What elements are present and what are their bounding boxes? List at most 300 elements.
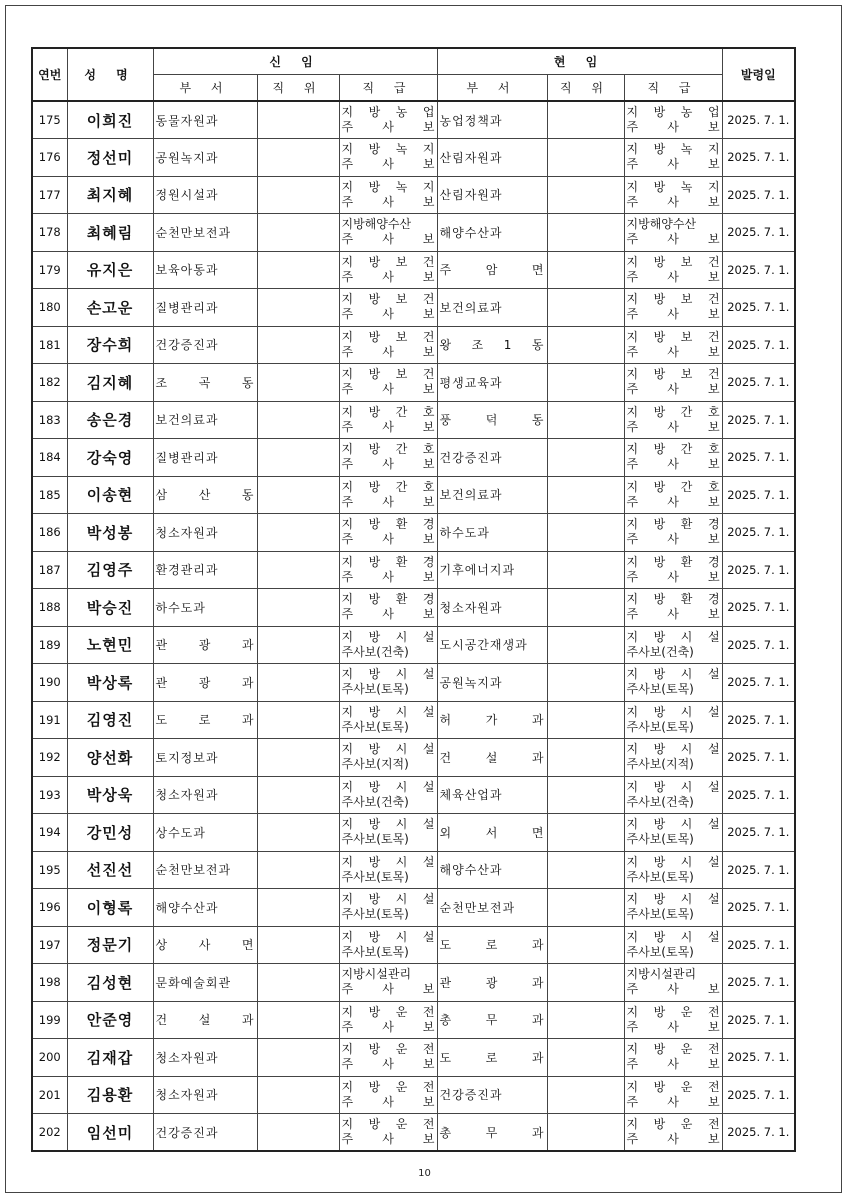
cur-grade-line1: 지 방 시 설 <box>626 667 720 682</box>
cur-dept: 농업정책과 <box>439 113 503 128</box>
row-number: 201 <box>38 1087 61 1102</box>
name-cell <box>67 401 153 439</box>
new-grade-cell <box>339 1039 437 1077</box>
cur-position-cell <box>547 589 624 627</box>
appointment-date: 2025. 7. 1. <box>727 975 790 990</box>
cur-grade-line2: 주사보(토목) <box>626 832 694 847</box>
cur-grade-line1: 지 방 환 경 <box>626 554 720 569</box>
cur-dept-cell <box>437 251 547 289</box>
table-row <box>32 401 795 439</box>
table-row <box>32 326 795 364</box>
new-grade-cell <box>339 1001 437 1039</box>
cur-grade-line2: 주 사 보 <box>626 382 720 397</box>
cur-grade-line2: 주 사 보 <box>626 344 720 359</box>
new-grade-line1: 지 방 환 경 <box>341 592 435 607</box>
name-cell <box>67 214 153 252</box>
cur-position-cell <box>547 439 624 477</box>
person-name: 최혜림 <box>86 223 134 242</box>
cur-grade-cell <box>624 739 722 777</box>
new-dept: 보육아동과 <box>155 263 219 278</box>
appointment-date: 2025. 7. 1. <box>727 375 790 390</box>
cur-dept-cell <box>437 964 547 1002</box>
new-dept-cell <box>153 289 257 327</box>
row-number-cell <box>32 1114 67 1152</box>
new-dept: 관 광 과 <box>155 675 255 690</box>
cur-grade-cell <box>624 289 722 327</box>
date-cell <box>722 1076 795 1114</box>
row-number: 202 <box>38 1125 61 1139</box>
appointment-date: 2025. 7. 1. <box>727 750 790 765</box>
new-grade-line1: 지 방 운 전 <box>341 1004 435 1019</box>
cur-position-cell <box>547 926 624 964</box>
cur-position-cell <box>547 1039 624 1077</box>
cur-position-cell <box>547 139 624 177</box>
cur-dept: 풍 덕 동 <box>439 413 545 428</box>
row-number: 200 <box>38 1050 61 1065</box>
new-dept-cell <box>153 326 257 364</box>
name-cell <box>67 139 153 177</box>
cur-grade-cell <box>624 514 722 552</box>
appointment-date: 2025. 7. 1. <box>727 637 790 652</box>
cur-grade-line1: 지 방 환 경 <box>626 592 720 607</box>
new-grade-line2: 주 사 보 <box>341 607 435 622</box>
table-row <box>32 176 795 214</box>
name-cell <box>67 101 153 139</box>
table-row <box>32 476 795 514</box>
new-grade-line1: 지 방 보 건 <box>341 367 435 382</box>
cur-grade-cell <box>624 326 722 364</box>
date-cell <box>722 739 795 777</box>
person-name: 이희진 <box>86 111 134 130</box>
cur-grade-cell <box>624 139 722 177</box>
new-grade-line1: 지 방 시 설 <box>341 704 435 719</box>
new-position-cell <box>257 664 339 702</box>
date-cell <box>722 401 795 439</box>
new-dept: 정원시설과 <box>155 188 219 203</box>
cur-grade-line1: 지 방 간 호 <box>626 479 720 494</box>
row-number: 186 <box>38 525 61 540</box>
new-position-cell <box>257 551 339 589</box>
cur-grade-line2: 주 사 보 <box>626 157 720 172</box>
new-position-cell <box>257 326 339 364</box>
new-dept: 조 곡 동 <box>155 375 255 390</box>
appointment-date: 2025. 7. 1. <box>727 113 790 127</box>
new-grade-line1: 지 방 보 건 <box>341 254 435 269</box>
new-grade-line2: 주 사 보 <box>341 157 435 172</box>
header-new-dept: 부 서 <box>153 75 257 102</box>
appointment-date: 2025. 7. 1. <box>727 337 790 352</box>
new-position-cell <box>257 1114 339 1152</box>
cur-grade-line1: 지 방 녹 지 <box>626 142 720 157</box>
new-grade-line1: 지 방 시 설 <box>341 742 435 757</box>
table-row <box>32 551 795 589</box>
row-number-cell <box>32 176 67 214</box>
appointment-date: 2025. 7. 1. <box>727 300 790 315</box>
cur-dept: 관 광 과 <box>439 975 545 990</box>
cur-grade-line1: 지 방 농 업 <box>626 105 720 119</box>
cur-dept: 건 설 과 <box>439 750 545 765</box>
person-name: 최지혜 <box>86 186 134 205</box>
date-cell <box>722 626 795 664</box>
cur-dept-cell <box>437 401 547 439</box>
cur-grade-cell <box>624 1039 722 1077</box>
name-cell <box>67 251 153 289</box>
new-dept: 삼 산 동 <box>155 488 255 503</box>
new-dept: 질병관리과 <box>155 300 219 315</box>
cur-dept-cell <box>437 626 547 664</box>
cur-dept: 총 무 과 <box>439 1013 545 1028</box>
appointment-date: 2025. 7. 1. <box>727 825 790 840</box>
new-grade-line1: 지 방 간 호 <box>341 442 435 457</box>
new-dept-cell <box>153 776 257 814</box>
new-grade-line1: 지방해양수산 <box>341 217 412 232</box>
new-position-cell <box>257 589 339 627</box>
cur-dept-cell <box>437 326 547 364</box>
new-position-cell <box>257 851 339 889</box>
table-row <box>32 439 795 477</box>
new-dept-cell <box>153 701 257 739</box>
new-dept: 보건의료과 <box>155 413 219 428</box>
cur-dept-cell <box>437 289 547 327</box>
new-position-cell <box>257 139 339 177</box>
name-cell <box>67 701 153 739</box>
cur-position-cell <box>547 401 624 439</box>
name-cell <box>67 589 153 627</box>
cur-grade-cell <box>624 251 722 289</box>
cur-dept-cell <box>437 926 547 964</box>
cur-dept: 청소자원과 <box>439 600 503 615</box>
appointment-date: 2025. 7. 1. <box>727 787 790 802</box>
date-cell <box>722 589 795 627</box>
row-number: 187 <box>38 562 61 577</box>
cur-grade-line1: 지 방 시 설 <box>626 817 720 832</box>
person-name: 노현민 <box>86 636 134 655</box>
new-position-cell <box>257 476 339 514</box>
cur-grade-cell <box>624 101 722 139</box>
row-number-cell <box>32 964 67 1002</box>
new-dept-cell <box>153 589 257 627</box>
new-grade-line1: 지 방 시 설 <box>341 667 435 682</box>
cur-dept-cell <box>437 1114 547 1152</box>
date-cell <box>722 101 795 139</box>
row-number-cell <box>32 776 67 814</box>
row-number: 179 <box>38 262 61 277</box>
table-row <box>32 101 795 139</box>
cur-dept: 건강증진과 <box>439 450 503 465</box>
cur-grade-line1: 지 방 시 설 <box>626 929 720 944</box>
new-dept-cell <box>153 476 257 514</box>
cur-position-cell <box>547 551 624 589</box>
appointment-date: 2025. 7. 1. <box>727 862 790 877</box>
new-grade-cell <box>339 964 437 1002</box>
cur-dept: 해양수산과 <box>439 225 503 240</box>
cur-grade-cell <box>624 1076 722 1114</box>
person-name: 김성현 <box>86 973 134 992</box>
table-row <box>32 964 795 1002</box>
new-grade-line1: 지 방 시 설 <box>341 817 435 832</box>
row-number: 182 <box>38 375 61 390</box>
cur-dept: 산림자원과 <box>439 150 503 165</box>
date-cell <box>722 439 795 477</box>
new-grade-cell <box>339 664 437 702</box>
new-dept: 청소자원과 <box>155 1088 219 1103</box>
date-cell <box>722 476 795 514</box>
table-row <box>32 514 795 552</box>
cur-grade-line1: 지 방 보 건 <box>626 254 720 269</box>
cur-grade-cell <box>624 851 722 889</box>
new-grade-cell <box>339 476 437 514</box>
row-number-cell <box>32 814 67 852</box>
person-name: 강숙영 <box>86 448 134 467</box>
table-row <box>32 1001 795 1039</box>
new-dept: 질병관리과 <box>155 450 219 465</box>
row-number: 189 <box>38 637 61 652</box>
cur-position-cell <box>547 214 624 252</box>
name-cell <box>67 664 153 702</box>
new-dept-cell <box>153 364 257 402</box>
appointment-date: 2025. 7. 1. <box>727 1125 790 1139</box>
name-cell <box>67 851 153 889</box>
row-number-cell <box>32 514 67 552</box>
header-new-group: 신 임 <box>153 48 437 75</box>
new-grade-cell <box>339 776 437 814</box>
new-position-cell <box>257 514 339 552</box>
name-cell <box>67 1039 153 1077</box>
new-position-cell <box>257 364 339 402</box>
name-cell <box>67 551 153 589</box>
name-cell <box>67 814 153 852</box>
row-number-cell <box>32 289 67 327</box>
cur-grade-cell <box>624 964 722 1002</box>
new-grade-cell <box>339 1114 437 1152</box>
cur-dept: 허 가 과 <box>439 713 545 728</box>
new-grade-cell <box>339 289 437 327</box>
new-grade-line2: 주 사 보 <box>341 532 435 547</box>
cur-dept-cell <box>437 701 547 739</box>
row-number: 183 <box>38 412 61 427</box>
new-dept: 상 사 면 <box>155 938 255 953</box>
cur-dept: 건강증진과 <box>439 1088 503 1103</box>
cur-grade-line1: 지 방 녹 지 <box>626 179 720 194</box>
date-cell <box>722 214 795 252</box>
cur-position-cell <box>547 101 624 139</box>
cur-grade-line2: 주 사 보 <box>626 194 720 209</box>
new-grade-line1: 지방시설관리 <box>341 967 412 982</box>
new-dept: 순천만보전과 <box>155 225 232 240</box>
new-grade-line1: 지 방 환 경 <box>341 554 435 569</box>
person-name: 정선미 <box>86 148 134 167</box>
table-row <box>32 251 795 289</box>
date-cell <box>722 814 795 852</box>
new-dept: 청소자원과 <box>155 788 219 803</box>
cur-grade-cell <box>624 664 722 702</box>
new-grade-cell <box>339 326 437 364</box>
row-number-cell <box>32 401 67 439</box>
new-grade-line1: 지 방 환 경 <box>341 517 435 532</box>
new-position-cell <box>257 251 339 289</box>
row-number-cell <box>32 1001 67 1039</box>
appointment-date: 2025. 7. 1. <box>727 525 790 540</box>
cur-grade-line1: 지 방 보 건 <box>626 292 720 307</box>
new-dept: 환경관리과 <box>155 563 219 578</box>
date-cell <box>722 889 795 927</box>
new-dept-cell <box>153 926 257 964</box>
new-dept: 청소자원과 <box>155 525 219 540</box>
new-dept-cell <box>153 739 257 777</box>
new-dept-cell <box>153 1076 257 1114</box>
new-position-cell <box>257 964 339 1002</box>
row-number: 176 <box>38 150 61 165</box>
new-position-cell <box>257 626 339 664</box>
new-dept: 건강증진과 <box>155 338 219 353</box>
cur-grade-line2: 주 사 보 <box>626 419 720 434</box>
row-number: 181 <box>38 337 61 352</box>
header-name: 성 명 <box>67 48 153 101</box>
person-name: 이형록 <box>86 898 134 917</box>
new-grade-cell <box>339 251 437 289</box>
new-dept: 관 광 과 <box>155 638 255 653</box>
new-dept-cell <box>153 1001 257 1039</box>
new-grade-line2: 주 사 보 <box>341 419 435 434</box>
date-cell <box>722 364 795 402</box>
row-number-cell <box>32 889 67 927</box>
cur-position-cell <box>547 889 624 927</box>
row-number: 194 <box>38 825 61 840</box>
table-row <box>32 776 795 814</box>
new-grade-line2: 주 사 보 <box>341 982 435 997</box>
new-dept-cell <box>153 401 257 439</box>
new-dept-cell <box>153 514 257 552</box>
cur-dept-cell <box>437 1076 547 1114</box>
cur-position-cell <box>547 176 624 214</box>
cur-dept: 산림자원과 <box>439 188 503 203</box>
row-number: 184 <box>38 450 61 465</box>
new-grade-line1: 지 방 운 전 <box>341 1042 435 1057</box>
new-grade-line1: 지 방 녹 지 <box>341 142 435 157</box>
name-cell <box>67 776 153 814</box>
cur-dept: 보건의료과 <box>439 300 503 315</box>
person-name: 정문기 <box>86 936 134 955</box>
row-number-cell <box>32 551 67 589</box>
new-dept: 도 로 과 <box>155 713 255 728</box>
cur-dept: 도 로 과 <box>439 938 545 953</box>
cur-dept: 공원녹지과 <box>439 675 503 690</box>
cur-grade-line2: 주 사 보 <box>626 532 720 547</box>
cur-grade-line1: 지방시설관리 <box>626 967 697 982</box>
appointment-date: 2025. 7. 1. <box>727 487 790 502</box>
cur-grade-line1: 지 방 시 설 <box>626 742 720 757</box>
table-row <box>32 701 795 739</box>
person-name: 선진선 <box>86 861 134 880</box>
new-dept: 문화예술회관 <box>155 975 232 990</box>
date-cell <box>722 776 795 814</box>
cur-grade-line1: 지 방 운 전 <box>626 1079 720 1094</box>
row-number: 195 <box>38 862 61 877</box>
date-cell <box>722 514 795 552</box>
page-number: 10 <box>418 1168 431 1179</box>
new-grade-line2: 주 사 보 <box>341 1057 435 1072</box>
cur-grade-line1: 지 방 환 경 <box>626 517 720 532</box>
cur-dept: 주 암 면 <box>439 263 545 278</box>
cur-grade-line2: 주 사 보 <box>626 120 720 134</box>
name-cell <box>67 626 153 664</box>
new-dept-cell <box>153 176 257 214</box>
new-dept: 공원녹지과 <box>155 150 219 165</box>
row-number: 175 <box>38 113 61 127</box>
name-cell <box>67 439 153 477</box>
date-cell <box>722 926 795 964</box>
cur-grade-line2: 주 사 보 <box>626 494 720 509</box>
new-grade-line1: 지 방 시 설 <box>341 929 435 944</box>
date-cell <box>722 251 795 289</box>
cur-grade-line2: 주사보(토목) <box>626 869 694 884</box>
new-grade-line1: 지 방 시 설 <box>341 854 435 869</box>
cur-grade-line2: 주 사 보 <box>626 569 720 584</box>
name-cell <box>67 964 153 1002</box>
cur-dept: 도 로 과 <box>439 1050 545 1065</box>
name-cell <box>67 289 153 327</box>
person-name: 김지혜 <box>86 373 134 392</box>
new-dept: 건강증진과 <box>155 1125 219 1140</box>
cur-position-cell <box>547 289 624 327</box>
table-row <box>32 664 795 702</box>
table-row <box>32 1039 795 1077</box>
cur-grade-line2: 주 사 보 <box>626 457 720 472</box>
cur-dept-cell <box>437 1039 547 1077</box>
cur-position-cell <box>547 251 624 289</box>
row-number-cell <box>32 251 67 289</box>
new-grade-line1: 지 방 시 설 <box>341 629 435 644</box>
name-cell <box>67 514 153 552</box>
new-position-cell <box>257 1076 339 1114</box>
name-cell <box>67 1114 153 1152</box>
name-cell <box>67 364 153 402</box>
date-cell <box>722 551 795 589</box>
new-position-cell <box>257 814 339 852</box>
cur-grade-line2: 주 사 보 <box>626 607 720 622</box>
name-cell <box>67 176 153 214</box>
table-row <box>32 814 795 852</box>
cur-grade-cell <box>624 1114 722 1152</box>
cur-position-cell <box>547 514 624 552</box>
row-number-cell <box>32 1039 67 1077</box>
cur-grade-cell <box>624 1001 722 1039</box>
new-grade-line1: 지 방 보 건 <box>341 329 435 344</box>
cur-dept: 순천만보전과 <box>439 900 516 915</box>
cur-dept-cell <box>437 776 547 814</box>
date-cell <box>722 176 795 214</box>
cur-grade-cell <box>624 589 722 627</box>
person-name: 박상록 <box>86 673 134 692</box>
table-row <box>32 289 795 327</box>
row-number: 177 <box>38 187 61 202</box>
header-cur-dept: 부 서 <box>437 75 547 102</box>
cur-grade-line2: 주 사 보 <box>626 269 720 284</box>
new-grade-line1: 지 방 시 설 <box>341 892 435 907</box>
cur-grade-line1: 지 방 간 호 <box>626 404 720 419</box>
new-dept: 토지정보과 <box>155 750 219 765</box>
header-cur-position: 직 위 <box>547 75 624 102</box>
new-position-cell <box>257 1039 339 1077</box>
date-cell <box>722 964 795 1002</box>
name-cell <box>67 476 153 514</box>
row-number: 197 <box>38 937 61 952</box>
new-grade-cell <box>339 926 437 964</box>
personnel-table <box>31 47 796 1152</box>
new-grade-cell <box>339 851 437 889</box>
new-grade-cell <box>339 401 437 439</box>
cur-grade-cell <box>624 701 722 739</box>
